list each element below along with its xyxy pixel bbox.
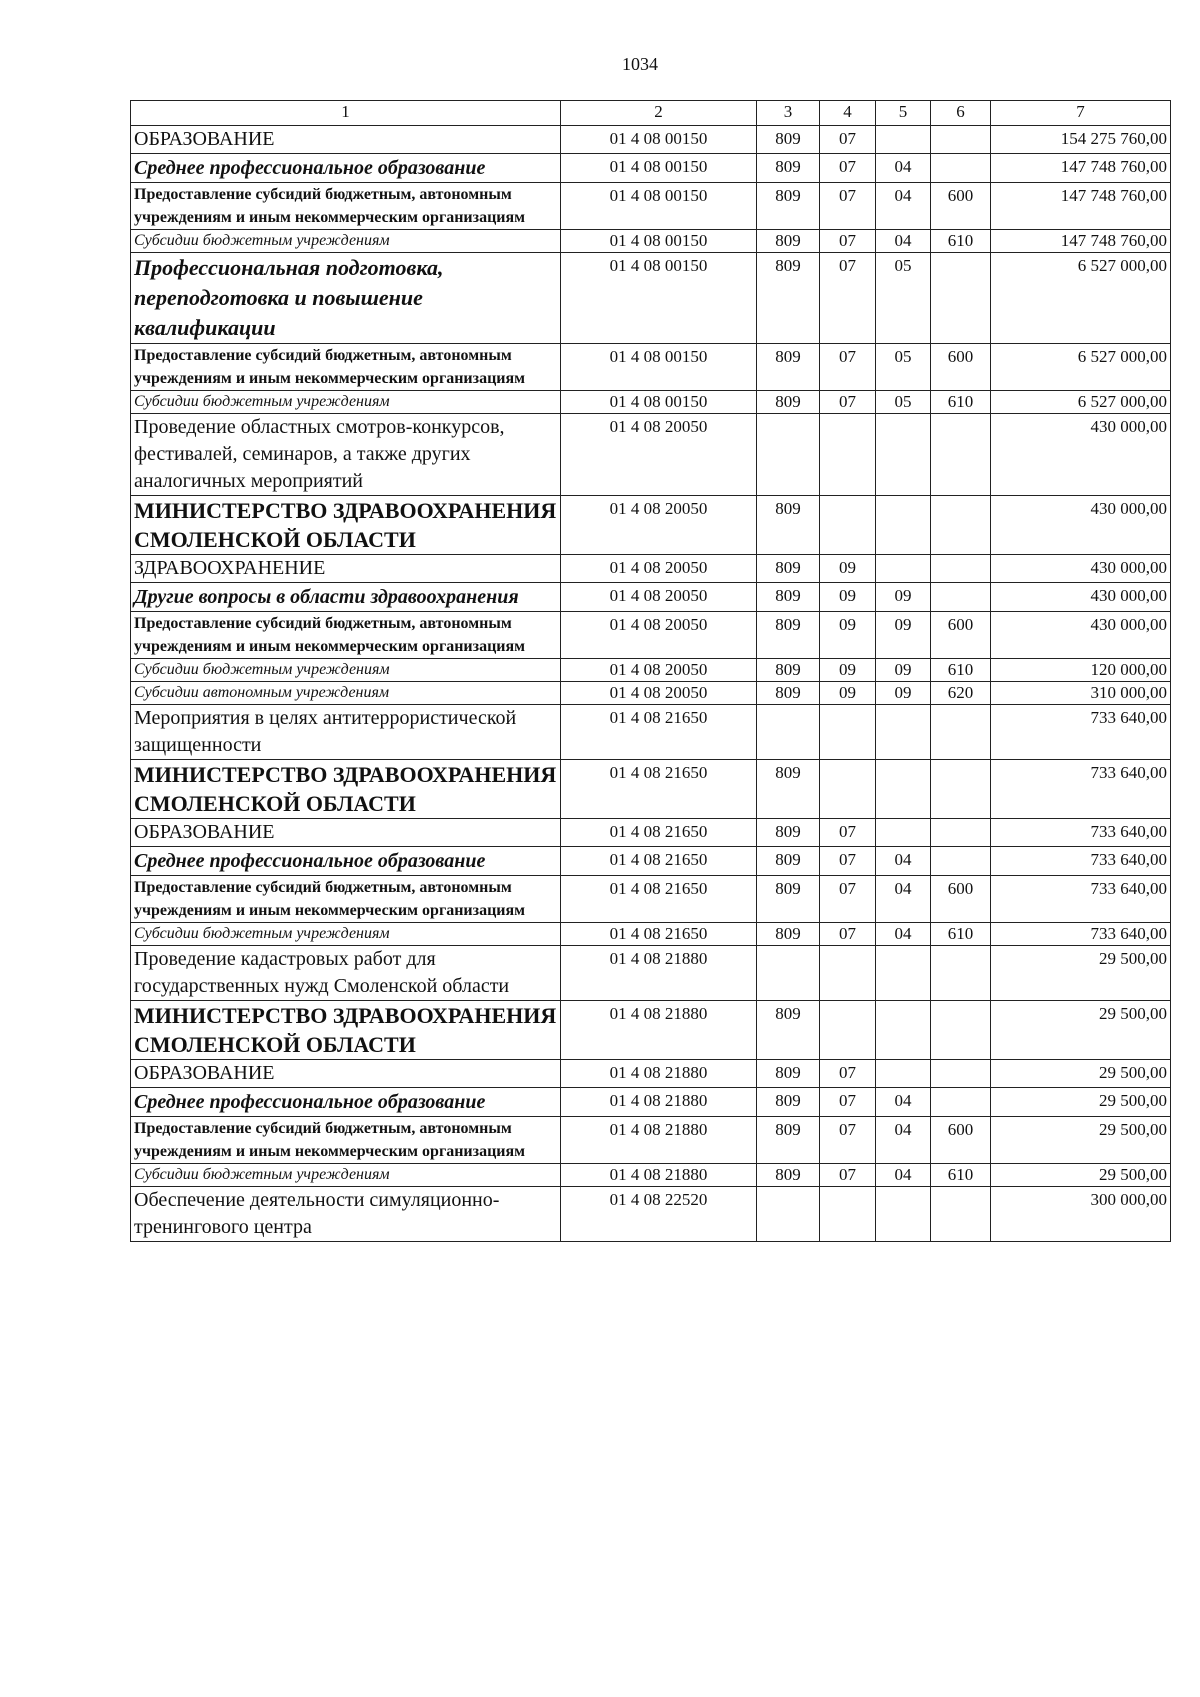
item-name: Субсидии бюджетным учреждениям bbox=[131, 230, 561, 253]
table-row bbox=[131, 496, 1171, 555]
amount: 29 500,00 bbox=[991, 1060, 1171, 1088]
target-code: 01 4 08 00150 bbox=[561, 126, 757, 154]
department-code: 809 bbox=[757, 682, 820, 705]
expense-type-code: 600 bbox=[931, 344, 991, 391]
subsection-code: 05 bbox=[876, 391, 931, 414]
expense-type-code bbox=[931, 1187, 991, 1242]
item-name: Среднее профессиональное образование bbox=[131, 847, 561, 876]
expense-type-code: 610 bbox=[931, 1164, 991, 1187]
section-code: 07 bbox=[820, 876, 876, 923]
subsection-code: 09 bbox=[876, 659, 931, 682]
amount: 147 748 760,00 bbox=[991, 230, 1171, 253]
expense-type-code bbox=[931, 496, 991, 555]
column-header: 1 bbox=[131, 101, 561, 126]
item-name: ЗДРАВООХРАНЕНИЕ bbox=[131, 555, 561, 583]
expense-type-code bbox=[931, 126, 991, 154]
section-code: 07 bbox=[820, 1117, 876, 1164]
table-row bbox=[131, 154, 1171, 183]
section-code bbox=[820, 1187, 876, 1242]
table-row bbox=[131, 344, 1171, 391]
section-code: 09 bbox=[820, 612, 876, 659]
expense-type-code bbox=[931, 946, 991, 1001]
subsection-code: 09 bbox=[876, 583, 931, 612]
column-header: 3 bbox=[757, 101, 820, 126]
subsection-code bbox=[876, 1187, 931, 1242]
column-header: 5 bbox=[876, 101, 931, 126]
amount: 120 000,00 bbox=[991, 659, 1171, 682]
department-code bbox=[757, 705, 820, 760]
amount: 154 275 760,00 bbox=[991, 126, 1171, 154]
item-name: ОБРАЗОВАНИЕ bbox=[131, 1060, 561, 1088]
column-header: 2 bbox=[561, 101, 757, 126]
section-code: 07 bbox=[820, 344, 876, 391]
department-code: 809 bbox=[757, 126, 820, 154]
department-code: 809 bbox=[757, 1088, 820, 1117]
department-code: 809 bbox=[757, 496, 820, 555]
item-name: Предоставление субсидий бюджетным, автономным учреждениям и иным некоммерческим организациям bbox=[131, 612, 561, 659]
amount: 29 500,00 bbox=[991, 1088, 1171, 1117]
amount: 430 000,00 bbox=[991, 555, 1171, 583]
item-name: Проведение кадастровых работ для государственных нужд Смоленской области bbox=[131, 946, 561, 1001]
amount: 29 500,00 bbox=[991, 1164, 1171, 1187]
section-code: 07 bbox=[820, 819, 876, 847]
item-name: Предоставление субсидий бюджетным, автономным учреждениям и иным некоммерческим организациям bbox=[131, 1117, 561, 1164]
department-code: 809 bbox=[757, 659, 820, 682]
item-name: Среднее профессиональное образование bbox=[131, 154, 561, 183]
target-code: 01 4 08 21650 bbox=[561, 923, 757, 946]
subsection-code: 05 bbox=[876, 344, 931, 391]
department-code: 809 bbox=[757, 154, 820, 183]
subsection-code: 04 bbox=[876, 1164, 931, 1187]
target-code: 01 4 08 21650 bbox=[561, 705, 757, 760]
amount: 733 640,00 bbox=[991, 760, 1171, 819]
target-code: 01 4 08 21650 bbox=[561, 819, 757, 847]
table-row bbox=[131, 126, 1171, 154]
subsection-code bbox=[876, 555, 931, 583]
expense-type-code: 600 bbox=[931, 876, 991, 923]
section-code bbox=[820, 414, 876, 496]
page-number: 1034 bbox=[622, 54, 658, 74]
target-code: 01 4 08 00150 bbox=[561, 344, 757, 391]
target-code: 01 4 08 00150 bbox=[561, 253, 757, 344]
department-code: 809 bbox=[757, 612, 820, 659]
department-code: 809 bbox=[757, 555, 820, 583]
target-code: 01 4 08 00150 bbox=[561, 154, 757, 183]
expense-type-code bbox=[931, 154, 991, 183]
amount: 6 527 000,00 bbox=[991, 391, 1171, 414]
section-code bbox=[820, 760, 876, 819]
department-code: 809 bbox=[757, 923, 820, 946]
item-name: Обеспечение деятельности симуляционно-тренингового центра bbox=[131, 1187, 561, 1242]
amount: 733 640,00 bbox=[991, 923, 1171, 946]
target-code: 01 4 08 21880 bbox=[561, 1001, 757, 1060]
section-code bbox=[820, 1001, 876, 1060]
header-row bbox=[131, 101, 1171, 126]
expense-type-code: 610 bbox=[931, 391, 991, 414]
table-row bbox=[131, 1117, 1171, 1164]
amount: 310 000,00 bbox=[991, 682, 1171, 705]
section-code: 07 bbox=[820, 1088, 876, 1117]
amount: 6 527 000,00 bbox=[991, 253, 1171, 344]
item-name: Предоставление субсидий бюджетным, автономным учреждениям и иным некоммерческим организациям bbox=[131, 876, 561, 923]
item-name: Субсидии бюджетным учреждениям bbox=[131, 1164, 561, 1187]
amount: 733 640,00 bbox=[991, 847, 1171, 876]
item-name: Субсидии бюджетным учреждениям bbox=[131, 923, 561, 946]
item-name: МИНИСТЕРСТВО ЗДРАВООХРАНЕНИЯ СМОЛЕНСКОЙ ОБЛАСТИ bbox=[131, 760, 561, 819]
department-code: 809 bbox=[757, 230, 820, 253]
department-code: 809 bbox=[757, 344, 820, 391]
subsection-code: 04 bbox=[876, 923, 931, 946]
table-row bbox=[131, 555, 1171, 583]
table-row bbox=[131, 946, 1171, 1001]
table-row bbox=[131, 1060, 1171, 1088]
item-name: Субсидии бюджетным учреждениям bbox=[131, 391, 561, 414]
section-code bbox=[820, 946, 876, 1001]
amount: 29 500,00 bbox=[991, 1001, 1171, 1060]
target-code: 01 4 08 20050 bbox=[561, 496, 757, 555]
target-code: 01 4 08 00150 bbox=[561, 183, 757, 230]
amount: 29 500,00 bbox=[991, 1117, 1171, 1164]
target-code: 01 4 08 00150 bbox=[561, 230, 757, 253]
target-code: 01 4 08 20050 bbox=[561, 583, 757, 612]
expense-type-code: 600 bbox=[931, 612, 991, 659]
department-code bbox=[757, 1187, 820, 1242]
subsection-code: 09 bbox=[876, 612, 931, 659]
subsection-code: 04 bbox=[876, 847, 931, 876]
amount: 430 000,00 bbox=[991, 496, 1171, 555]
subsection-code: 04 bbox=[876, 1117, 931, 1164]
amount: 430 000,00 bbox=[991, 414, 1171, 496]
item-name: Субсидии бюджетным учреждениям bbox=[131, 659, 561, 682]
subsection-code: 04 bbox=[876, 154, 931, 183]
target-code: 01 4 08 21650 bbox=[561, 847, 757, 876]
table-row bbox=[131, 253, 1171, 344]
subsection-code bbox=[876, 705, 931, 760]
section-code: 07 bbox=[820, 923, 876, 946]
department-code: 809 bbox=[757, 1001, 820, 1060]
expense-type-code bbox=[931, 1060, 991, 1088]
section-code: 09 bbox=[820, 583, 876, 612]
subsection-code bbox=[876, 1060, 931, 1088]
department-code: 809 bbox=[757, 819, 820, 847]
section-code bbox=[820, 705, 876, 760]
table-row bbox=[131, 705, 1171, 760]
department-code: 809 bbox=[757, 183, 820, 230]
item-name: ОБРАЗОВАНИЕ bbox=[131, 819, 561, 847]
table-row bbox=[131, 230, 1171, 253]
amount: 300 000,00 bbox=[991, 1187, 1171, 1242]
expense-type-code bbox=[931, 1088, 991, 1117]
section-code: 07 bbox=[820, 847, 876, 876]
department-code: 809 bbox=[757, 253, 820, 344]
expense-type-code: 610 bbox=[931, 923, 991, 946]
department-code: 809 bbox=[757, 583, 820, 612]
column-header: 7 bbox=[991, 101, 1171, 126]
table-row bbox=[131, 1164, 1171, 1187]
item-name: Среднее профессиональное образование bbox=[131, 1088, 561, 1117]
table-row bbox=[131, 414, 1171, 496]
target-code: 01 4 08 21880 bbox=[561, 1060, 757, 1088]
table-row bbox=[131, 1187, 1171, 1242]
column-header: 4 bbox=[820, 101, 876, 126]
expense-type-code: 610 bbox=[931, 230, 991, 253]
department-code: 809 bbox=[757, 1060, 820, 1088]
department-code: 809 bbox=[757, 760, 820, 819]
item-name: Другие вопросы в области здравоохранения bbox=[131, 583, 561, 612]
expense-type-code: 600 bbox=[931, 183, 991, 230]
subsection-code bbox=[876, 819, 931, 847]
target-code: 01 4 08 20050 bbox=[561, 612, 757, 659]
expense-type-code bbox=[931, 819, 991, 847]
target-code: 01 4 08 21880 bbox=[561, 1117, 757, 1164]
expense-type-code: 600 bbox=[931, 1117, 991, 1164]
table-row bbox=[131, 876, 1171, 923]
section-code: 07 bbox=[820, 230, 876, 253]
target-code: 01 4 08 20050 bbox=[561, 682, 757, 705]
department-code bbox=[757, 946, 820, 1001]
expense-type-code bbox=[931, 583, 991, 612]
expense-type-code bbox=[931, 253, 991, 344]
section-code: 09 bbox=[820, 659, 876, 682]
table-row bbox=[131, 819, 1171, 847]
amount: 733 640,00 bbox=[991, 876, 1171, 923]
item-name: Мероприятия в целях антитеррористической защищенности bbox=[131, 705, 561, 760]
item-name: МИНИСТЕРСТВО ЗДРАВООХРАНЕНИЯ СМОЛЕНСКОЙ ОБЛАСТИ bbox=[131, 1001, 561, 1060]
expense-type-code bbox=[931, 1001, 991, 1060]
table-row bbox=[131, 612, 1171, 659]
subsection-code: 04 bbox=[876, 230, 931, 253]
subsection-code: 04 bbox=[876, 1088, 931, 1117]
item-name: Субсидии автономным учреждениям bbox=[131, 682, 561, 705]
section-code bbox=[820, 496, 876, 555]
target-code: 01 4 08 21650 bbox=[561, 876, 757, 923]
amount: 29 500,00 bbox=[991, 946, 1171, 1001]
section-code: 07 bbox=[820, 1164, 876, 1187]
target-code: 01 4 08 00150 bbox=[561, 391, 757, 414]
target-code: 01 4 08 21880 bbox=[561, 1088, 757, 1117]
subsection-code: 05 bbox=[876, 253, 931, 344]
section-code: 07 bbox=[820, 183, 876, 230]
target-code: 01 4 08 22520 bbox=[561, 1187, 757, 1242]
target-code: 01 4 08 20050 bbox=[561, 659, 757, 682]
table-row bbox=[131, 847, 1171, 876]
subsection-code bbox=[876, 1001, 931, 1060]
item-name: Проведение областных смотров-конкурсов, фестивалей, семинаров, а также других аналогичных мероприятий bbox=[131, 414, 561, 496]
department-code: 809 bbox=[757, 1117, 820, 1164]
target-code: 01 4 08 20050 bbox=[561, 414, 757, 496]
subsection-code: 09 bbox=[876, 682, 931, 705]
subsection-code bbox=[876, 414, 931, 496]
expense-type-code bbox=[931, 555, 991, 583]
expense-type-code bbox=[931, 760, 991, 819]
expense-type-code: 610 bbox=[931, 659, 991, 682]
table-row bbox=[131, 659, 1171, 682]
department-code bbox=[757, 414, 820, 496]
amount: 430 000,00 bbox=[991, 612, 1171, 659]
subsection-code bbox=[876, 760, 931, 819]
section-code: 07 bbox=[820, 391, 876, 414]
target-code: 01 4 08 20050 bbox=[561, 555, 757, 583]
item-name: Предоставление субсидий бюджетным, автономным учреждениям и иным некоммерческим организациям bbox=[131, 344, 561, 391]
subsection-code: 04 bbox=[876, 876, 931, 923]
subsection-code: 04 bbox=[876, 183, 931, 230]
table-row bbox=[131, 391, 1171, 414]
expense-type-code: 620 bbox=[931, 682, 991, 705]
table-row bbox=[131, 1088, 1171, 1117]
target-code: 01 4 08 21880 bbox=[561, 946, 757, 1001]
subsection-code bbox=[876, 126, 931, 154]
amount: 147 748 760,00 bbox=[991, 183, 1171, 230]
table-row bbox=[131, 682, 1171, 705]
item-name: Предоставление субсидий бюджетным, автономным учреждениям и иным некоммерческим организациям bbox=[131, 183, 561, 230]
amount: 733 640,00 bbox=[991, 819, 1171, 847]
subsection-code bbox=[876, 496, 931, 555]
table-row bbox=[131, 183, 1171, 230]
department-code: 809 bbox=[757, 391, 820, 414]
table-row bbox=[131, 760, 1171, 819]
table-row bbox=[131, 583, 1171, 612]
item-name: МИНИСТЕРСТВО ЗДРАВООХРАНЕНИЯ СМОЛЕНСКОЙ ОБЛАСТИ bbox=[131, 496, 561, 555]
budget-table bbox=[130, 100, 1171, 1242]
table-row bbox=[131, 1001, 1171, 1060]
department-code: 809 bbox=[757, 1164, 820, 1187]
department-code: 809 bbox=[757, 876, 820, 923]
section-code: 07 bbox=[820, 1060, 876, 1088]
section-code: 09 bbox=[820, 555, 876, 583]
target-code: 01 4 08 21880 bbox=[561, 1164, 757, 1187]
section-code: 07 bbox=[820, 126, 876, 154]
amount: 430 000,00 bbox=[991, 583, 1171, 612]
item-name: ОБРАЗОВАНИЕ bbox=[131, 126, 561, 154]
table-row bbox=[131, 923, 1171, 946]
target-code: 01 4 08 21650 bbox=[561, 760, 757, 819]
section-code: 09 bbox=[820, 682, 876, 705]
expense-type-code bbox=[931, 414, 991, 496]
department-code: 809 bbox=[757, 847, 820, 876]
item-name: Профессиональная подготовка, переподготовка и повышение квалификации bbox=[131, 253, 561, 344]
section-code: 07 bbox=[820, 154, 876, 183]
amount: 6 527 000,00 bbox=[991, 344, 1171, 391]
amount: 147 748 760,00 bbox=[991, 154, 1171, 183]
column-header: 6 bbox=[931, 101, 991, 126]
expense-type-code bbox=[931, 705, 991, 760]
section-code: 07 bbox=[820, 253, 876, 344]
subsection-code bbox=[876, 946, 931, 1001]
expense-type-code bbox=[931, 847, 991, 876]
amount: 733 640,00 bbox=[991, 705, 1171, 760]
